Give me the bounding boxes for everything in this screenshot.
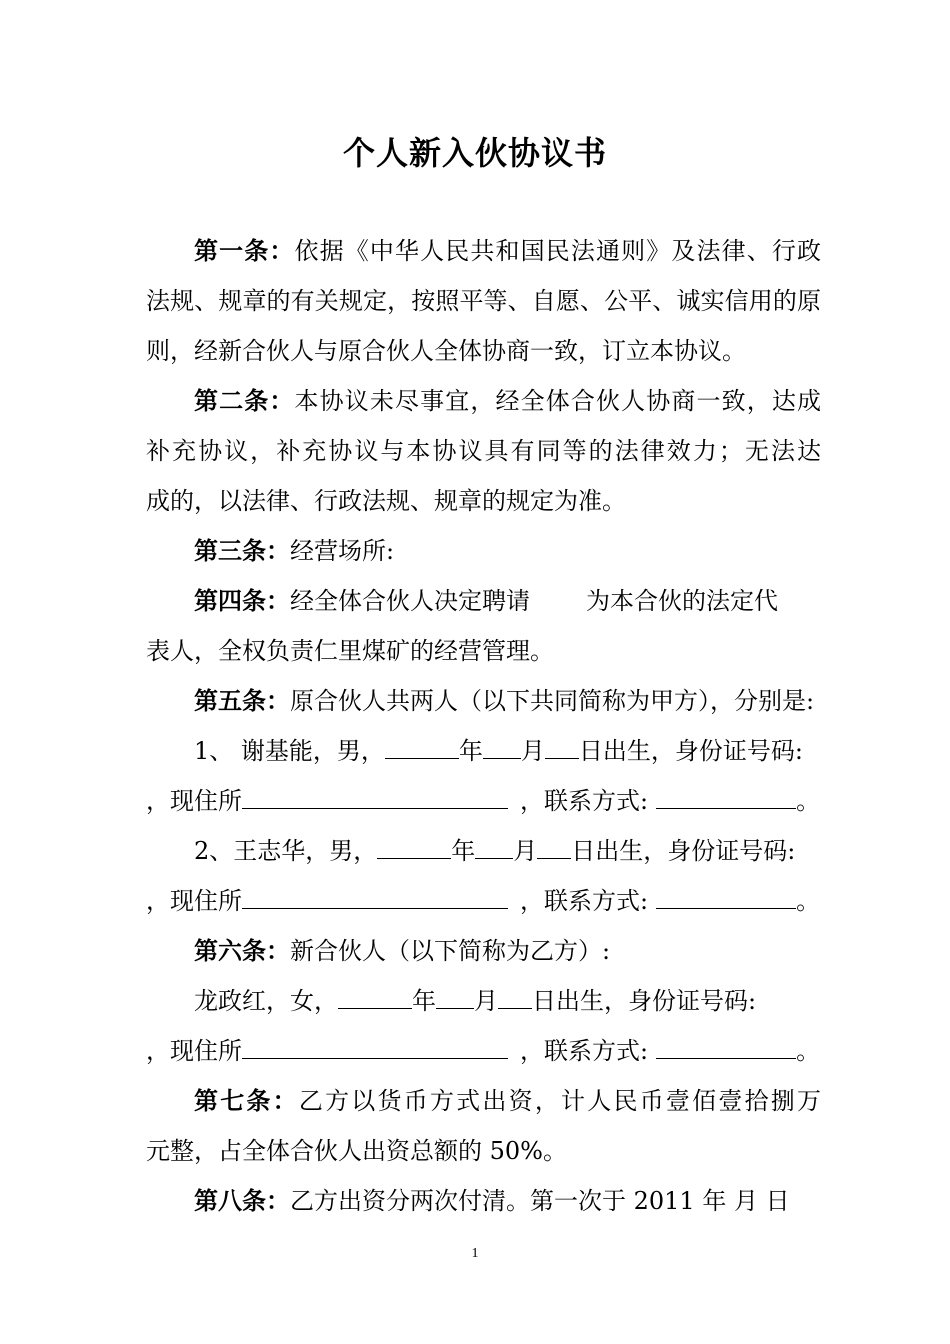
partner-1-year-blank [385, 734, 459, 759]
partner-1-end-mark: 。 [796, 787, 821, 815]
article-8-heading: 第八条： [194, 1187, 290, 1215]
article-1-heading: 第一条： [194, 237, 295, 265]
article-4-heading: 第四条： [194, 587, 290, 615]
article-6-text: 新合伙人（以下简称为乙方）: [290, 937, 611, 965]
partner-1-name: 1、 谢基能，男， [194, 737, 385, 765]
article-5-heading: 第五条： [194, 687, 290, 715]
new-partner-month-blank [436, 984, 474, 1009]
new-partner-birth-line [146, 976, 821, 1026]
article-1-line-1 [146, 226, 821, 276]
article-4-line-1 [146, 576, 821, 626]
article-2-heading: 第二条： [194, 387, 295, 415]
document-title: 个人新入伙协议书 [342, 134, 607, 172]
partner-2-name: 2、王志华，男， [194, 837, 378, 865]
partner-1-id-label: 日出生，身份证号码: [578, 737, 803, 765]
new-partner-address-blank [242, 1034, 508, 1059]
partner-2-month-label: 月 [513, 837, 538, 865]
new-partner-name: 龙政红，女， [194, 987, 338, 1015]
partner-1-contact-label: ，联系方式: [520, 787, 649, 815]
article-4-line-2: 表人，全权负责仁里煤矿的经营管理。 [146, 637, 554, 665]
new-partner-year-label: 年 [412, 987, 436, 1015]
new-partner-year-blank [338, 984, 412, 1009]
article-3-text: 经营场所: [290, 537, 395, 565]
partner-2-id-label: 日出生，身份证号码: [571, 837, 796, 865]
partner-1-contact-blank [656, 784, 796, 809]
new-partner-day-blank [498, 984, 532, 1009]
article-2-text: 本协议未尽事宜，经全体合伙人协商一致，达成 [294, 387, 821, 415]
page-number: 1 [471, 1246, 479, 1261]
partner-1-month-label: 月 [520, 737, 545, 765]
article-7-heading: 第七条： [194, 1087, 299, 1115]
article-3-line-1 [146, 526, 821, 576]
article-5-text: 原合伙人共两人（以下共同简称为甲方），分别是: [290, 687, 815, 715]
partner-2-birth-line [146, 826, 821, 876]
article-4-text-a: 经全体合伙人决定聘请 [290, 587, 530, 615]
article-6-line-1 [146, 926, 821, 976]
partner-1-birth-line [146, 726, 821, 776]
partner-2-address-blank [242, 884, 508, 909]
article-7-line-2: 元整，占全体合伙人出资总额的 50%。 [146, 1137, 567, 1165]
article-1-line-3: 则，经新合伙人与原合伙人全体协商一致，订立本协议。 [146, 337, 746, 365]
partner-1-day-blank [545, 734, 579, 759]
new-partner-end-mark: 。 [796, 1037, 821, 1065]
article-8-line-1 [146, 1176, 821, 1226]
partner-2-day-blank [537, 834, 571, 859]
new-partner-id-label: 日出生，身份证号码: [532, 987, 757, 1015]
partner-2-address-label: ，现住所 [146, 887, 242, 915]
partner-2-year-blank [377, 834, 451, 859]
partner-2-address-line [146, 876, 821, 926]
partner-2-contact-label: ，联系方式: [520, 887, 649, 915]
article-2-line-2: 补充协议，补充协议与本协议具有同等的法律效力；无法达 [146, 437, 821, 465]
article-8-text: 乙方出资分两次付清。第一次于 2011 年 月 日 [290, 1187, 790, 1215]
article-2-line-1 [146, 376, 821, 426]
new-partner-month-label: 月 [474, 987, 498, 1015]
document-body [146, 226, 821, 1226]
new-partner-address-line [146, 1026, 821, 1076]
partner-2-end-mark: 。 [796, 887, 821, 915]
article-1-text: 依据《中华人民共和国民法通则》及法律、行政 [294, 237, 821, 265]
article-3-heading: 第三条： [194, 537, 290, 565]
article-1-line-2: 法规、规章的有关规定，按照平等、自愿、公平、诚实信用的原 [146, 287, 821, 315]
partner-2-year-label: 年 [451, 837, 476, 865]
article-2-line-3: 成的，以法律、行政法规、规章的规定为准。 [146, 487, 626, 515]
article-7-line-1 [146, 1076, 821, 1126]
new-partner-address-label: ，现住所 [146, 1037, 242, 1065]
partner-2-contact-blank [656, 884, 796, 909]
article-6-heading: 第六条： [194, 937, 290, 965]
article-7-text: 乙方以货币方式出资，计人民币壹佰壹拾捌万 [298, 1087, 822, 1115]
partner-1-address-label: ，现住所 [146, 787, 242, 815]
partner-2-month-blank [475, 834, 513, 859]
partner-1-year-label: 年 [458, 737, 483, 765]
new-partner-contact-blank [656, 1034, 796, 1059]
partner-1-address-line [146, 776, 821, 826]
article-5-line-1 [146, 676, 821, 726]
article-4-text-b: 为本合伙的法定代 [586, 587, 778, 615]
new-partner-contact-label: ，联系方式: [520, 1037, 649, 1065]
partner-1-address-blank [242, 784, 508, 809]
partner-1-month-blank [483, 734, 521, 759]
